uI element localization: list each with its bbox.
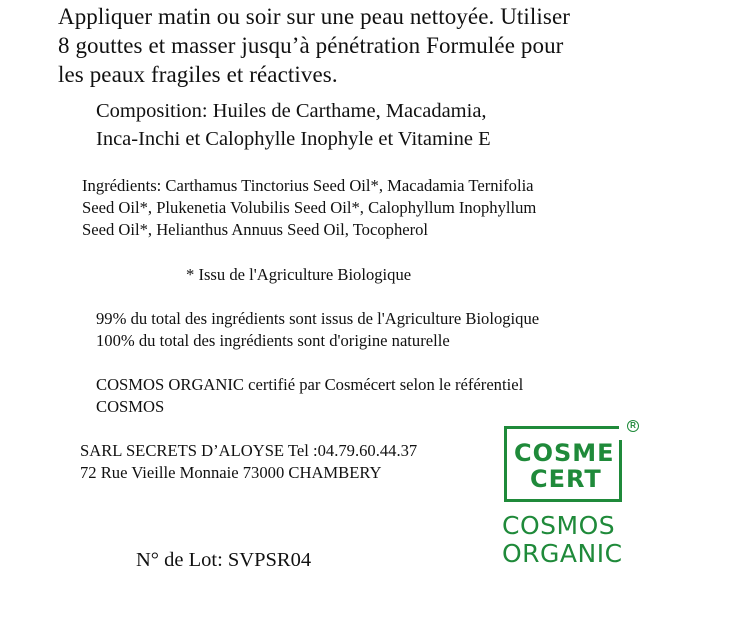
certification-line: COSMOS xyxy=(96,397,165,416)
ingredients-line: Seed Oil*, Helianthus Annuus Seed Oil, Tocopherol xyxy=(82,220,429,239)
usage-line: 8 gouttes et masser jusqu’à pénétration Formulée pour xyxy=(58,33,564,58)
cosmecert-cosmos-organic-logo xyxy=(500,420,642,570)
organic-footnote: * Issu de l'Agriculture Biologique xyxy=(186,265,412,284)
company-street-line: 72 Rue Vieille Monnaie 73000 CHAMBERY xyxy=(80,463,382,482)
certification-statement xyxy=(96,374,523,418)
percentage-line: 99% du total des ingrédients sont issus de l'Agriculture Biologique xyxy=(96,309,540,328)
company-address xyxy=(80,440,417,484)
logo-text-cert: CERT xyxy=(530,465,602,493)
organic-percentages xyxy=(96,308,539,352)
ingredients-line: Ingrédients: Carthamus Tinctorius Seed Oil*, Macadamia Ternifolia xyxy=(82,176,534,195)
usage-line: Appliquer matin ou soir sur une peau nettoyée. Utiliser xyxy=(58,4,571,29)
logo-text-organic: ORGANIC xyxy=(502,539,623,568)
company-contact-line: SARL SECRETS D’ALOYSE Tel :04.79.60.44.37 xyxy=(80,441,418,460)
usage-line: les peaux fragiles et réactives. xyxy=(58,62,338,87)
certification-line: COSMOS ORGANIC certifié par Cosmécert selon le référentiel xyxy=(96,375,524,394)
percentage-line: 100% du total des ingrédients sont d'origine naturelle xyxy=(96,331,450,350)
logo-text-cosmos: COSMOS xyxy=(502,511,616,540)
logo-frame-gap xyxy=(619,426,624,440)
composition-line: Composition: Huiles de Carthame, Macadamia, xyxy=(96,100,487,122)
usage-instructions xyxy=(58,2,570,89)
ingredients-list xyxy=(82,175,536,241)
lot-number: N° de Lot: SVPSR04 xyxy=(136,549,312,571)
composition xyxy=(96,97,491,153)
ingredients-line: Seed Oil*, Plukenetia Volubilis Seed Oil*, Calophyllum Inophyllum xyxy=(82,198,537,217)
composition-line: Inca-Inchi et Calophylle Inophyle et Vitamine E xyxy=(96,128,491,150)
logo-text-cosme: COSME xyxy=(514,439,615,467)
registered-mark-icon: R xyxy=(627,420,639,432)
